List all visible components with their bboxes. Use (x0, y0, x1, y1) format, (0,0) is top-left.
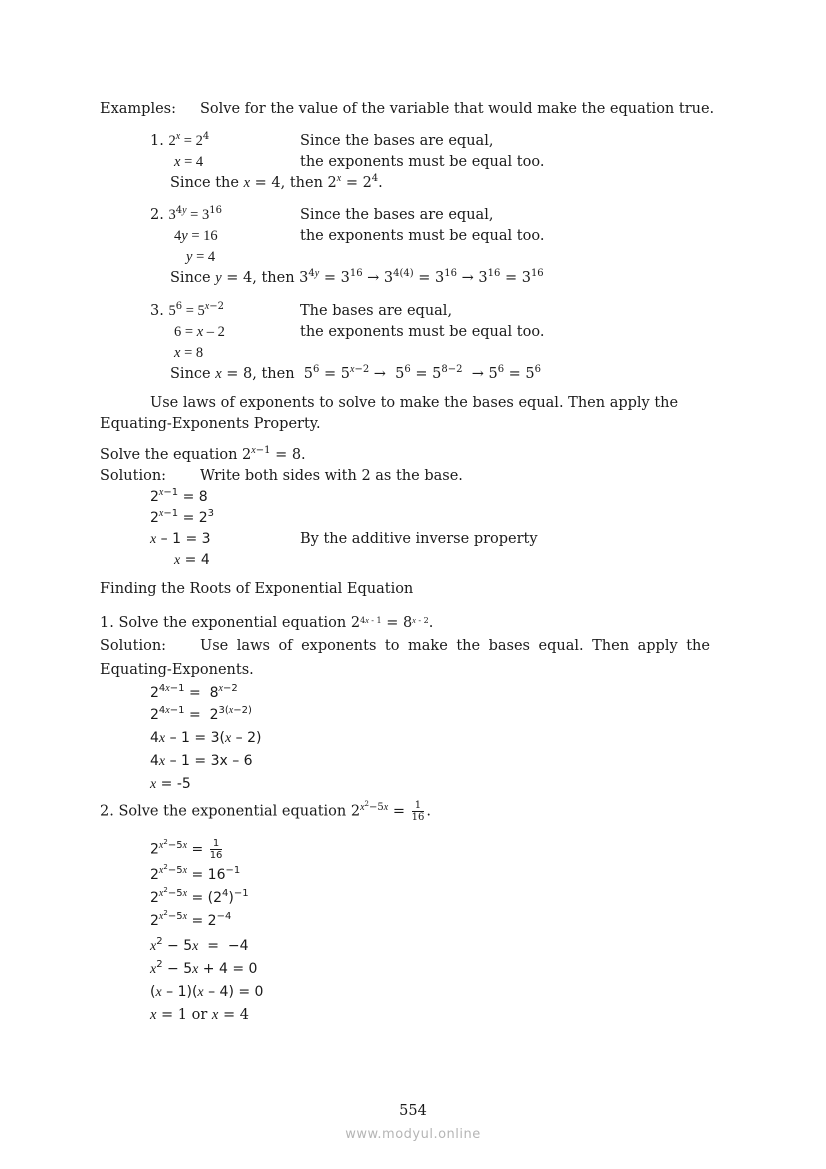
problem2-statement: 2. Solve the exponential equation $2^{x^2-5x}$ = $\frac{1}{16}$ . (100, 799, 431, 823)
example2-step-2: y = 4 (186, 249, 216, 265)
solution-step-3: x – 1 = 3 (150, 531, 211, 547)
laws-paragraph-line-2: Equating-Exponents Property. (100, 416, 321, 432)
problem1-answer: x = -5 (150, 776, 191, 792)
problem2-step-6: $x^2 - 5x + 4 = 0$ (150, 959, 258, 977)
example3-conclusion: Since x = 8, then $5^6 = 5^{x-2} \to 5^6 = 5^{8-2} \to 5^6 = 5^6$ (170, 364, 542, 382)
problem1-solution-line-1: Use laws of exponents to make the bases equal. Then apply the (200, 638, 710, 654)
example2-equation: 2. $3^{4y} = 3^{16}$ (150, 205, 222, 223)
problem1-solution-line-2: Equating-Exponents. (100, 662, 254, 678)
solution-step-2: $2^{x-1} = 2^3$ (150, 508, 215, 526)
example3-reason-2: the exponents must be equal too. (300, 324, 545, 340)
example3-reason-1: The bases are equal, (300, 303, 453, 319)
solution-step-1: $2^{x-1} = 8$ (150, 487, 208, 505)
page-number: 554 (399, 1103, 427, 1119)
examples-intro-text: Solve for the value of the variable that would make the equation true. (200, 101, 715, 117)
laws-paragraph-line-1: Use laws of exponents to solve to make the bases equal. Then apply the (150, 395, 679, 411)
problem1-step-1: $2^{4x-1} = 8^{x-2}$ (150, 683, 238, 701)
example2-reason-2: the exponents must be equal too. (300, 228, 545, 244)
solution-text: Write both sides with 2 as the base. (200, 468, 463, 484)
problem2-step-7: (x – 1)(x – 4) = 0 (150, 984, 264, 1000)
problem2-step-4: $2^{x^2-5x} = 2^{-4}$ (150, 909, 232, 929)
example1-conclusion: Since the x = 4, then $2^x = 2^4$. (170, 173, 383, 191)
example1-step: x = 4 (174, 154, 204, 170)
problem2-answer: x = 1 or x = 4 (150, 1007, 249, 1023)
example2-step-1: 4y = 16 (174, 228, 218, 244)
solution-reason: By the additive inverse property (300, 531, 538, 547)
example1-equation: 1. $2^x = 2^4$ (150, 131, 210, 149)
problem2-step-1: $2^{x^2-5x}$ = $\frac{1}{16}$ (150, 837, 223, 861)
example2-conclusion: Since y = 4, then $3^{4y} = 3^{16} \to 3^{4(4)} = 3^{16} \to 3^{16} = 3^{16}$ (170, 268, 544, 286)
problem2-step-5: $x^2 - 5x = -4$ (150, 936, 249, 954)
problem1-step-2: $2^{4x-1} = 2^{3(x-2)}$ (150, 705, 252, 723)
problem1-solution-label: Solution: (100, 638, 167, 654)
examples-label: Examples: (100, 101, 176, 117)
example1-reason-2: the exponents must be equal too. (300, 154, 545, 170)
example2-reason-1: Since the bases are equal, (300, 207, 494, 223)
solution-step-4: x = 4 (174, 552, 210, 568)
watermark: www.modyul.online (345, 1127, 481, 1142)
solve-equation-statement: Solve the equation $2^{x-1} = 8$. (100, 445, 306, 463)
example3-step-2: x = 8 (174, 345, 204, 361)
solution-label: Solution: (100, 468, 167, 484)
example3-step-1: 6 = x – 2 (174, 324, 225, 340)
problem2-step-3: $2^{x^2-5x} = (2^4)^{-1}$ (150, 886, 249, 906)
problem2-step-2: $2^{x^2-5x} = 16^{-1}$ (150, 863, 241, 883)
problem1-step-3: 4x – 1 = 3(x – 2) (150, 730, 262, 746)
problem1-step-4: 4x – 1 = 3x – 6 (150, 753, 253, 769)
example1-reason-1: Since the bases are equal, (300, 133, 494, 149)
section-title: Finding the Roots of Exponential Equation (100, 581, 414, 597)
example3-equation: 3. $5^6 = 5^{x-2}$ (150, 301, 224, 319)
problem1-statement: 1. Solve the exponential equation $2^{4x - 1} = 8^{x - 2}$. (100, 615, 434, 631)
